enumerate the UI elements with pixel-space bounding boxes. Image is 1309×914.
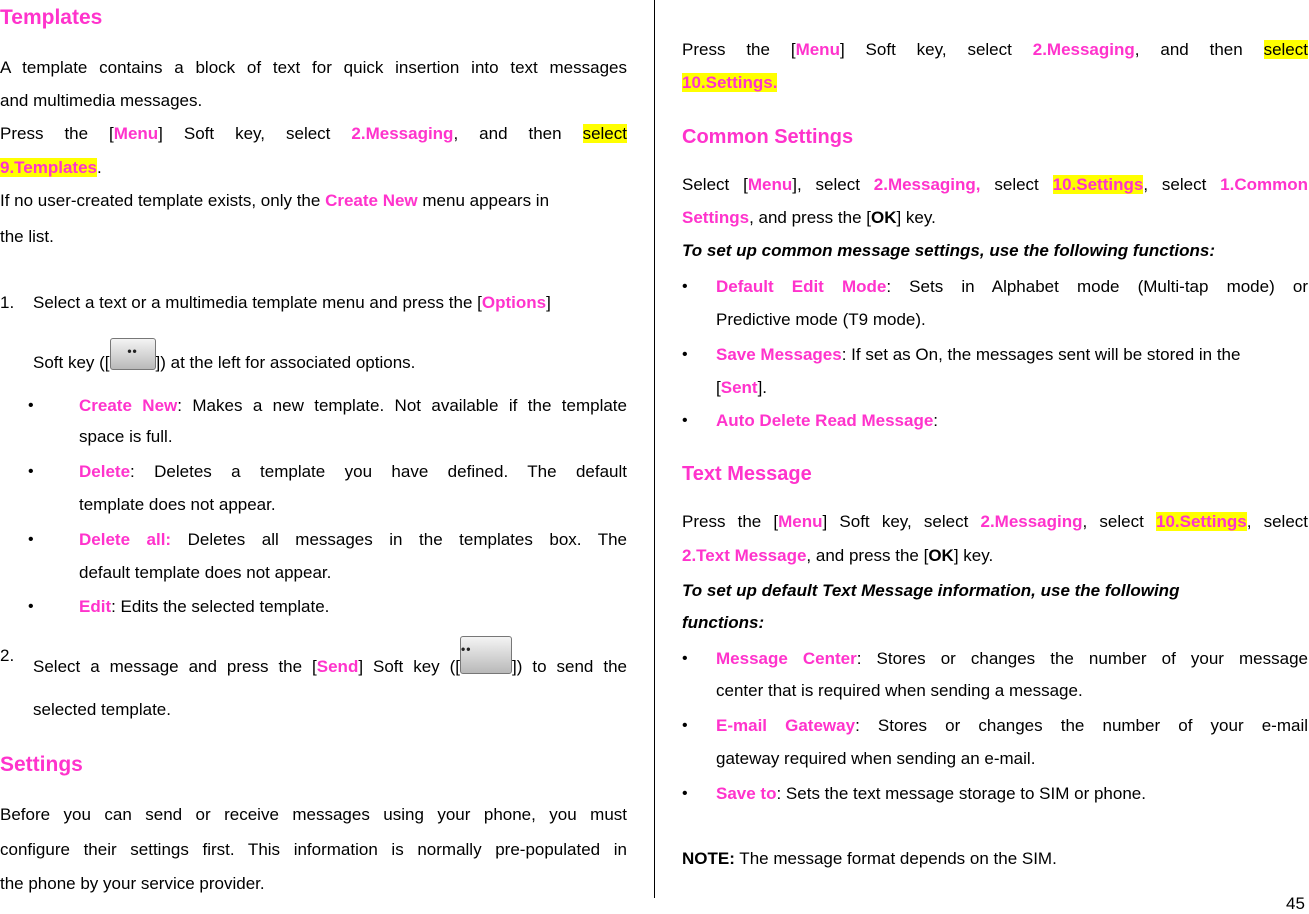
bullet-icon: • xyxy=(682,785,688,802)
bullet-default-edit-mode-cont: Predictive mode (T9 mode). xyxy=(716,310,926,329)
bullet-icon: • xyxy=(28,463,34,480)
common-select-line-2: Settings, and press the [OK] key. xyxy=(682,208,936,227)
templates-heading: Templates xyxy=(0,6,103,29)
settings-press-line-2: 10.Settings. xyxy=(682,73,778,92)
note: NOTE: The message format depends on the SIM. xyxy=(682,849,1057,868)
settings-heading: Settings xyxy=(0,753,83,776)
no-template-note-2: the list. xyxy=(0,227,54,246)
step-2-line-1: 2. Select a message and press the [Send] Soft key ([ •• ]) to send the xyxy=(0,636,627,676)
settings-line-3: the phone by your service provider. xyxy=(0,874,265,893)
step-1-line-1: 1. Select a text or a multimedia template menu and press the [Options] xyxy=(0,293,551,312)
settings-line-1: Before you can send or receive messages using your phone, you must xyxy=(0,805,627,824)
text-press-line: Press the [Menu] Soft key, select 2.Messaging, select 10.Settings, select xyxy=(682,512,1308,531)
settings-press-line: Press the [Menu] Soft key, select 2.Messaging, and then select xyxy=(682,40,1308,59)
column-divider xyxy=(654,0,655,898)
common-functions-intro: To set up common message settings, use the following functions: xyxy=(682,241,1216,260)
templates-press-line: Press the [Menu] Soft key, select 2.Messaging, and then select xyxy=(0,124,627,143)
step-1-line-2: Soft key ([ •• ]) at the left for associated options. xyxy=(33,338,627,381)
bullet-icon: • xyxy=(28,531,34,548)
bullet-save-messages-cont: [Sent]. xyxy=(716,378,768,397)
bullet-icon: • xyxy=(682,278,688,295)
text-functions-intro-2: functions: xyxy=(682,613,765,632)
page-number: 45 xyxy=(1286,894,1305,913)
no-template-note: If no user-created template exists, only the Create New menu appears in xyxy=(0,191,550,210)
bullet-icon: • xyxy=(682,412,688,429)
bullet-create-new-cont: space is full. xyxy=(79,427,173,446)
bullet-message-center-cont: center that is required when sending a message. xyxy=(716,681,1083,700)
text-message-heading: Text Message xyxy=(682,463,812,485)
bullet-icon: • xyxy=(682,650,688,667)
common-settings-heading: Common Settings xyxy=(682,126,854,148)
bullet-icon: • xyxy=(28,598,34,615)
bullet-delete-all-cont: default template does not appear. xyxy=(79,563,332,582)
settings-line-2: configure their settings first. This information is normally pre-populated in xyxy=(0,840,627,859)
text-functions-intro: To set up default Text Message information, use the following xyxy=(682,581,1180,600)
bullet-icon: • xyxy=(682,346,688,363)
bullet-icon: • xyxy=(28,397,34,414)
text-press-line-2: 2.Text Message, and press the [OK] key. xyxy=(682,546,994,565)
send-softkey-icon: •• xyxy=(460,636,512,674)
templates-intro-line-2: and multimedia messages. xyxy=(0,91,203,110)
bullet-delete-cont: template does not appear. xyxy=(79,495,276,514)
step-2-line-2: selected template. xyxy=(33,700,171,719)
bullet-email-gateway-cont: gateway required when sending an e-mail. xyxy=(716,749,1036,768)
left-softkey-icon: •• xyxy=(110,338,156,370)
templates-press-line-2: 9.Templates. xyxy=(0,158,102,177)
templates-intro-line-1: A template contains a block of text for quick insertion into text messages xyxy=(0,58,627,77)
bullet-icon: • xyxy=(682,717,688,734)
common-select-line: Select [Menu], select 2.Messaging, select 10.Settings, select 1.Common xyxy=(682,175,1308,194)
